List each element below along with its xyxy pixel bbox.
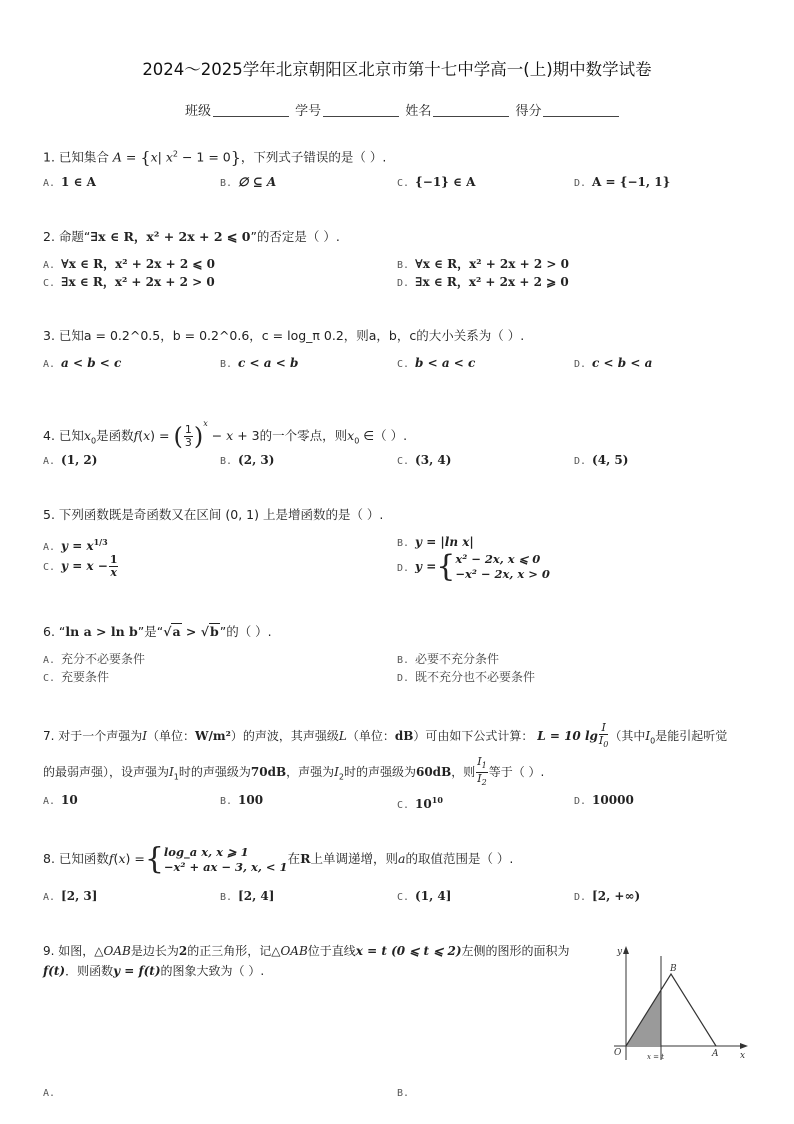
question-9-line-1: 9. 如图，△OAB是边长为2的正三角形，记△OAB位于直线x = t (0 ⩽ t ⩽ 2)左侧的图形的面积为 — [43, 944, 570, 958]
score-blank[interactable] — [543, 104, 619, 117]
q1-option-a[interactable]: A. 1 ∈ A — [43, 175, 96, 189]
q7-option-a[interactable]: A. 10 — [43, 793, 78, 807]
q1-option-c[interactable]: C. {−1} ∈ A — [397, 175, 476, 189]
class-blank[interactable] — [213, 104, 289, 117]
class-label: 班级 — [185, 104, 212, 119]
q6-option-d[interactable]: D. 既不充分也不必要条件 — [397, 670, 536, 684]
q6-option-c[interactable]: C. 充要条件 — [43, 670, 110, 684]
label-t: x = t — [647, 1053, 665, 1061]
q3-option-b[interactable]: B. c < a < b — [220, 356, 299, 370]
student-info-line — [185, 100, 621, 119]
q3-option-d[interactable]: D. c < b < a — [574, 356, 653, 370]
q8-option-d[interactable]: D. [2, +∞) — [574, 889, 641, 903]
y-axis-arrow-icon — [623, 946, 629, 954]
q7-option-b[interactable]: B. 100 — [220, 793, 264, 807]
question-7-line-2: 的最弱声强），设声强为$I_1$时的声强级为70dB，声强为$I_2$时的声强级为60dB，则 $\frac{I_1}{I_2}$ 等于（ ）. — [43, 755, 545, 788]
id-label: 学号 — [295, 104, 322, 119]
q2-option-a[interactable]: A. ∀x ∈ R，x² + 2x + 2 ⩽ 0 — [43, 257, 215, 271]
q2-option-d[interactable]: D. ∃x ∈ R，x² + 2x + 2 ⩾ 0 — [397, 275, 569, 289]
q8-option-b[interactable]: B. [2, 4] — [220, 889, 275, 903]
label-b: B — [670, 964, 677, 974]
x-axis-arrow-icon — [740, 1043, 748, 1049]
question-9-line-2: f(t)．则函数y = f(t)的图象大致为（ ）. — [43, 964, 265, 978]
q2-option-c[interactable]: C. ∃x ∈ R，x² + 2x + 2 > 0 — [43, 275, 215, 289]
question-8: 8. 已知函数f(x) ={ log_a x, x ⩾ 1 −x² + ax − 3, x, < 1 在R上单调递增，则a的取值范围是（ ）. — [43, 841, 514, 877]
q5-option-d[interactable]: D. y ={ x² − 2x, x ⩽ 0 −x² − 2x, x > 0 — [397, 549, 550, 584]
question-1: 1. 已知集合 A = {x| $x^2 - 1 = 0$}，下列式子错误的是（ ）. — [43, 148, 387, 167]
q9-option-a[interactable]: A. — [43, 1088, 56, 1099]
q7-option-c[interactable]: C. $10^{10}$ — [397, 795, 443, 811]
question-4: 4. 已知$x_0$是函数f(x) = ( $\frac{1}{3}$ )$^x$ − x + 3的一个零点，则$x_0$ ∈（ ）. — [43, 419, 408, 451]
label-x: x — [740, 1051, 746, 1061]
id-blank[interactable] — [323, 104, 399, 117]
q5-option-b[interactable]: B. y = |ln x| — [397, 535, 474, 549]
q4-option-a[interactable]: A. (1, 2) — [43, 453, 98, 467]
q4-option-b[interactable]: B. (2, 3) — [220, 453, 275, 467]
score-label: 得分 — [515, 104, 542, 119]
name-blank[interactable] — [433, 104, 509, 117]
q3-option-a[interactable]: A. a < b < c — [43, 356, 122, 370]
q5-option-c[interactable]: C. y = x − $\frac{1}{x}$ — [43, 553, 118, 579]
question-6: 6. “ln a > ln b”是“√a > √b”的（ ）. — [43, 624, 272, 639]
q2-option-b[interactable]: B. ∀x ∈ R，x² + 2x + 2 > 0 — [397, 257, 569, 271]
label-y: y — [617, 947, 623, 957]
question-3: 3. 已知a = 0.2^0.5，b = 0.2^0.6，c = log_π 0.2，则a，b，c的大小关系为（ ）. — [43, 328, 525, 343]
q4-option-d[interactable]: D. (4, 5) — [574, 453, 629, 467]
q9-option-b[interactable]: B. — [397, 1088, 410, 1099]
q9-triangle-figure — [604, 940, 754, 1070]
q1-math: A — [112, 149, 122, 165]
q3-option-c[interactable]: C. b < a < c — [397, 356, 476, 370]
q4-option-c[interactable]: C. (3, 4) — [397, 453, 452, 467]
question-2: 2. 命题“∃x ∈ R，x² + 2x + 2 ⩽ 0”的否定是（ ）. — [43, 229, 340, 244]
q6-option-a[interactable]: A. 充分不必要条件 — [43, 652, 146, 666]
q1-text-end: ，下列式子错误的是（ ）. — [240, 149, 387, 165]
name-label: 姓名 — [405, 104, 432, 119]
label-a: A — [712, 1049, 719, 1059]
q8-option-c[interactable]: C. (1, 4] — [397, 889, 452, 903]
q2-math: ∃x ∈ R，x² + 2x + 2 ⩽ 0 — [90, 229, 251, 244]
question-5: 5. 下列函数既是奇函数又在区间 (0, 1) 上是增函数的是（ ）. — [43, 507, 384, 522]
question-7-line-1: 7. 对于一个声强为I（单位：W/m²）的声波，其声强级L（单位：dB）可由如下公式计算： L = 10 lg $\frac{I}{I_0}$ （其中$I_0$是能引起听觉 — [43, 721, 728, 750]
q7-option-d[interactable]: D. 10000 — [574, 793, 634, 807]
q8-option-a[interactable]: A. [2, 3] — [43, 889, 98, 903]
label-o: O — [614, 1048, 622, 1058]
q1-text: 1. 已知集合 — [43, 149, 109, 165]
q5-option-a[interactable]: A. $y = x^{1/3}$ — [43, 537, 108, 553]
q1-option-d[interactable]: D. A = {−1, 1} — [574, 175, 671, 189]
q6-option-b[interactable]: B. 必要不充分条件 — [397, 652, 500, 666]
q1-option-b[interactable]: B. ∅ ⊆ A — [220, 175, 277, 189]
page-title: 2024～2025学年北京朝阳区北京市第十七中学高一(上)期中数学试卷 — [142, 60, 652, 79]
